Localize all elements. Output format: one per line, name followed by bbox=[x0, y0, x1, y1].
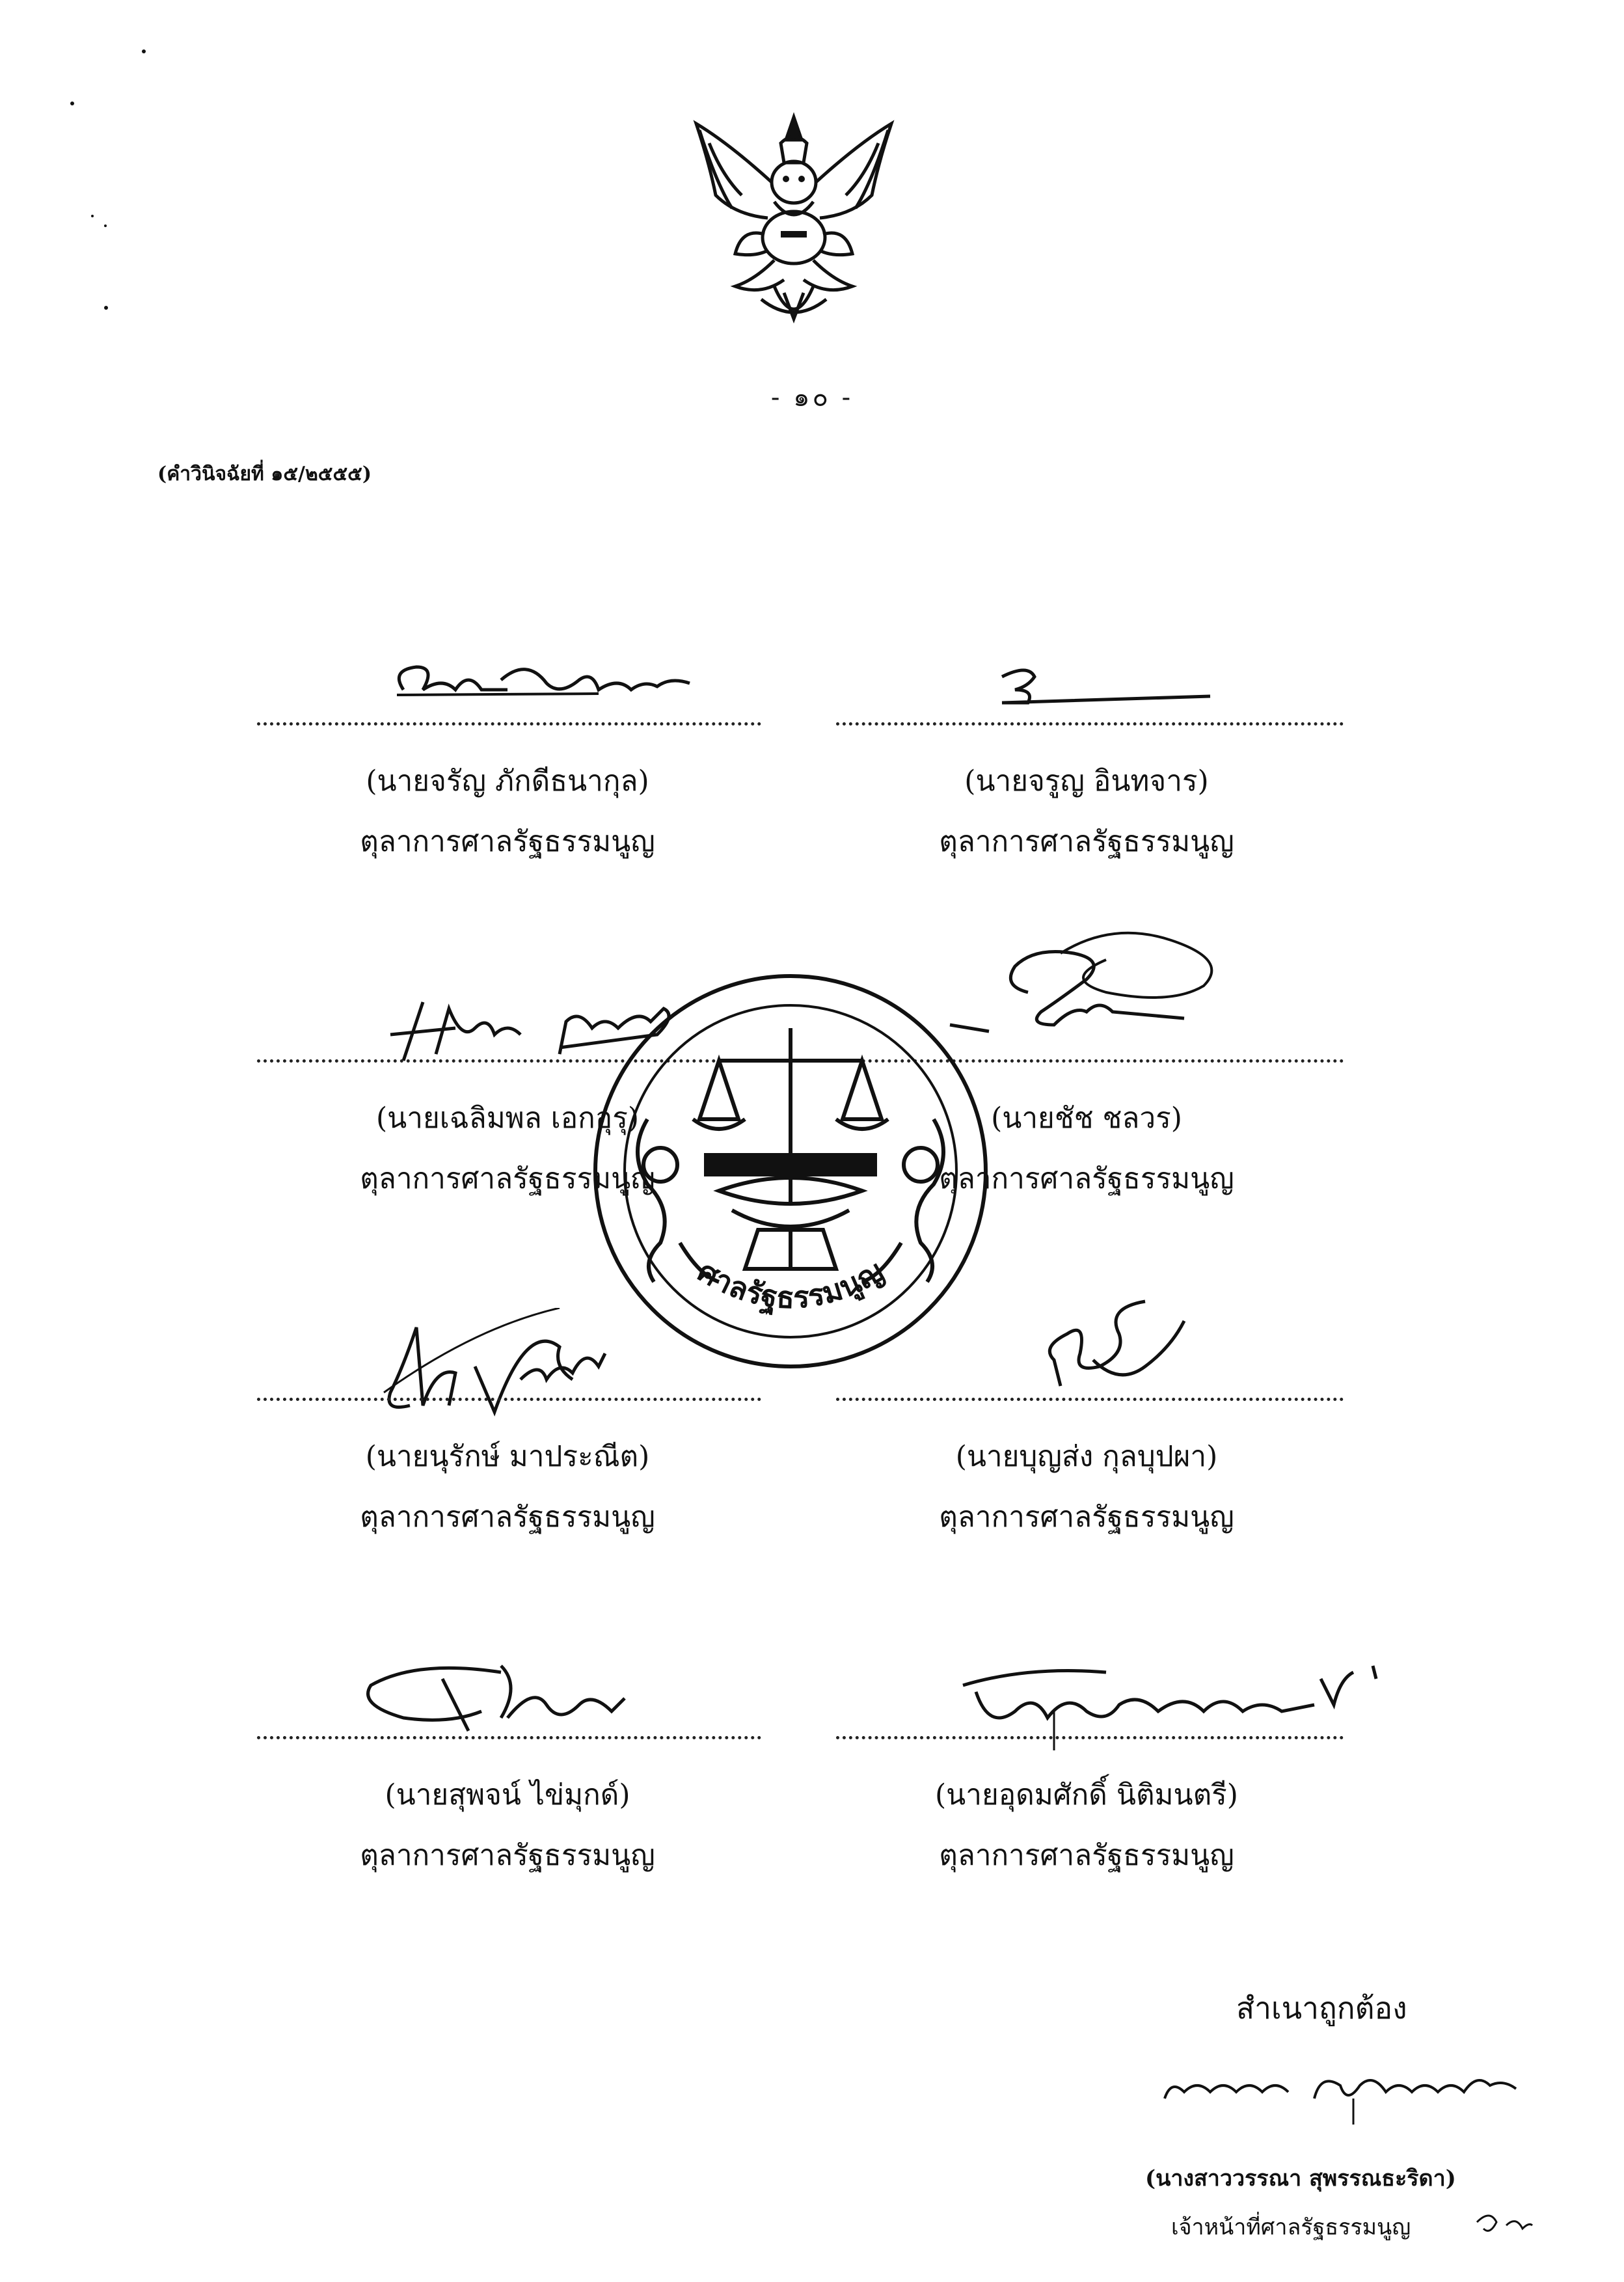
signature-line bbox=[257, 1398, 761, 1401]
court-seal bbox=[589, 970, 992, 1373]
signatory-title: ตุลาการศาลรัฐธรรมนูญ bbox=[360, 1162, 655, 1195]
signatory-name: (นายจรัญ ภักดีธนากุล) bbox=[366, 765, 649, 798]
signatory-title: ตุลาการศาลรัฐธรรมนูญ bbox=[939, 1839, 1234, 1872]
signatory-title: ตุลาการศาลรัฐธรรมนูญ bbox=[939, 1501, 1234, 1534]
scan-speck bbox=[91, 215, 94, 217]
signature-right-3 bbox=[1015, 1295, 1197, 1392]
seal-text: ศาลรัฐธรรมนูญ bbox=[692, 1253, 889, 1316]
signatory-title: ตุลาการศาลรัฐธรรมนูญ bbox=[360, 1501, 655, 1534]
page-number: - ๑๐ - bbox=[770, 383, 854, 413]
certified-copy-label: สำเนาถูกต้อง bbox=[1236, 1990, 1407, 2026]
signature-right-1 bbox=[989, 657, 1223, 716]
signatory-title: ตุลาการศาลรัฐธรรมนูญ bbox=[360, 825, 655, 858]
certifier-title: เจ้าหน้าที่ศาลรัฐธรรมนูญ bbox=[1171, 2214, 1411, 2240]
signatory-name: (นายชัช ชลวร) bbox=[991, 1102, 1182, 1135]
signature-line bbox=[836, 722, 1344, 726]
signatory-name: (นายเฉลิมพล เอกอุรุ) bbox=[376, 1102, 639, 1135]
signatory-name: (นายนุรักษ์ มาประณีต) bbox=[365, 1440, 650, 1473]
scan-speck bbox=[70, 102, 74, 105]
initials-mark bbox=[1470, 2203, 1536, 2242]
signature-line bbox=[836, 1398, 1344, 1401]
signatory-name: (นายจรูญ อินทจาร) bbox=[964, 765, 1209, 798]
signature-left-1 bbox=[384, 644, 735, 716]
signature-line bbox=[257, 1736, 761, 1739]
scan-speck bbox=[104, 306, 108, 310]
decision-reference: (คำวินิจฉัยที่ ๑๕/๒๕๕๕) bbox=[157, 463, 372, 485]
scan-speck bbox=[104, 224, 107, 227]
garuda-emblem bbox=[670, 104, 917, 338]
signatory-name: (นายบุญส่ง กุลบุปผา) bbox=[955, 1440, 1218, 1473]
signatory-title: ตุลาการศาลรัฐธรรมนูญ bbox=[939, 825, 1234, 858]
scan-speck bbox=[142, 49, 146, 53]
certifier-name: (นางสาววรรณา สุพรรณธะริดา) bbox=[1145, 2166, 1456, 2192]
signatory-name: (นายอุดมศักดิ์ นิติมนตรี) bbox=[935, 1778, 1238, 1812]
signature-line bbox=[257, 722, 761, 726]
signature-left-4 bbox=[351, 1653, 651, 1737]
signatory-title: ตุลาการศาลรัฐธรรมนูญ bbox=[939, 1162, 1234, 1195]
signatory-title: ตุลาการศาลรัฐธรรมนูญ bbox=[360, 1839, 655, 1872]
certifier-signature bbox=[1158, 2059, 1549, 2125]
signature-line bbox=[836, 1736, 1344, 1739]
signatory-name: (นายสุพจน์ ไข่มุกด์) bbox=[385, 1778, 630, 1812]
